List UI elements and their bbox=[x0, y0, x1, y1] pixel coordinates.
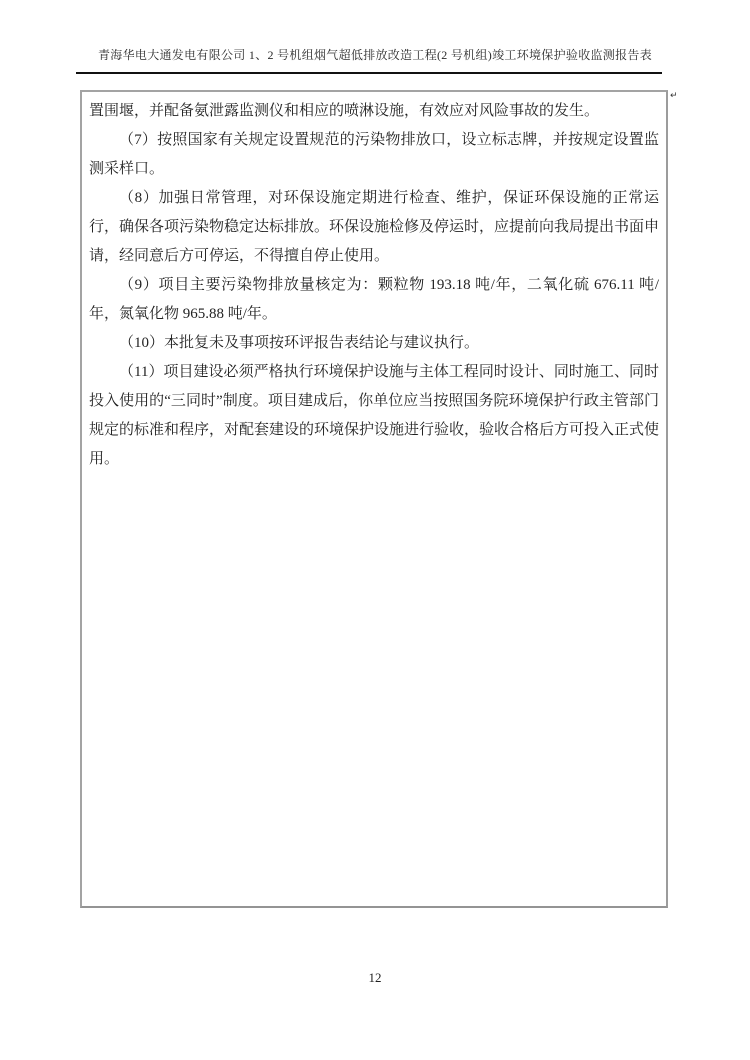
header-rule-divider bbox=[76, 72, 662, 74]
report-table-cell bbox=[80, 90, 668, 908]
paragraph-item-7: （7）按照国家有关规定设置规范的污染物排放口，设立标志牌，并按规定设置监测采样口。 bbox=[89, 132, 659, 177]
cell-end-marker-icon: ↵ bbox=[670, 91, 678, 101]
paragraph-continuation: 置围堰，并配备氨泄露监测仪和相应的喷淋设施，有效应对风险事故的发生。 bbox=[89, 103, 600, 119]
document-header-title: 青海华电大通发电有限公司 1、2 号机组烟气超低排放改造工程(2 号机组)竣工环境保护验收监测报告表 bbox=[98, 48, 652, 62]
paragraph-item-9: （9）项目主要污染物排放量核定为：颗粒物 193.18 吨/年，二氧化硫 676.11 吨/年，氮氧化物 965.88 吨/年。 bbox=[89, 277, 659, 322]
paragraph-item-8: （8）加强日常管理，对环保设施定期进行检查、维护，保证环保设施的正常运行，确保各项污染物稳定达标排放。环保设施检修及停运时，应提前向我局提出书面申请，经同意后方可停运，不得擅自停止使用。 bbox=[89, 190, 660, 264]
paragraph-item-10: （10）本批复未及事项按环评报告表结论与建议执行。 bbox=[119, 335, 480, 351]
page-number: 12 bbox=[368, 970, 382, 985]
paragraph-item-11: （11）项目建设必须严格执行环境保护设施与主体工程同时设计、同时施工、同时投入使用的“三同时”制度。项目建成后，你单位应当按照国务院环境保护行政主管部门规定的标准和程序，对配套建设的环境保护设施进行验收，验收合格后方可投入正式使用。 bbox=[89, 364, 660, 467]
